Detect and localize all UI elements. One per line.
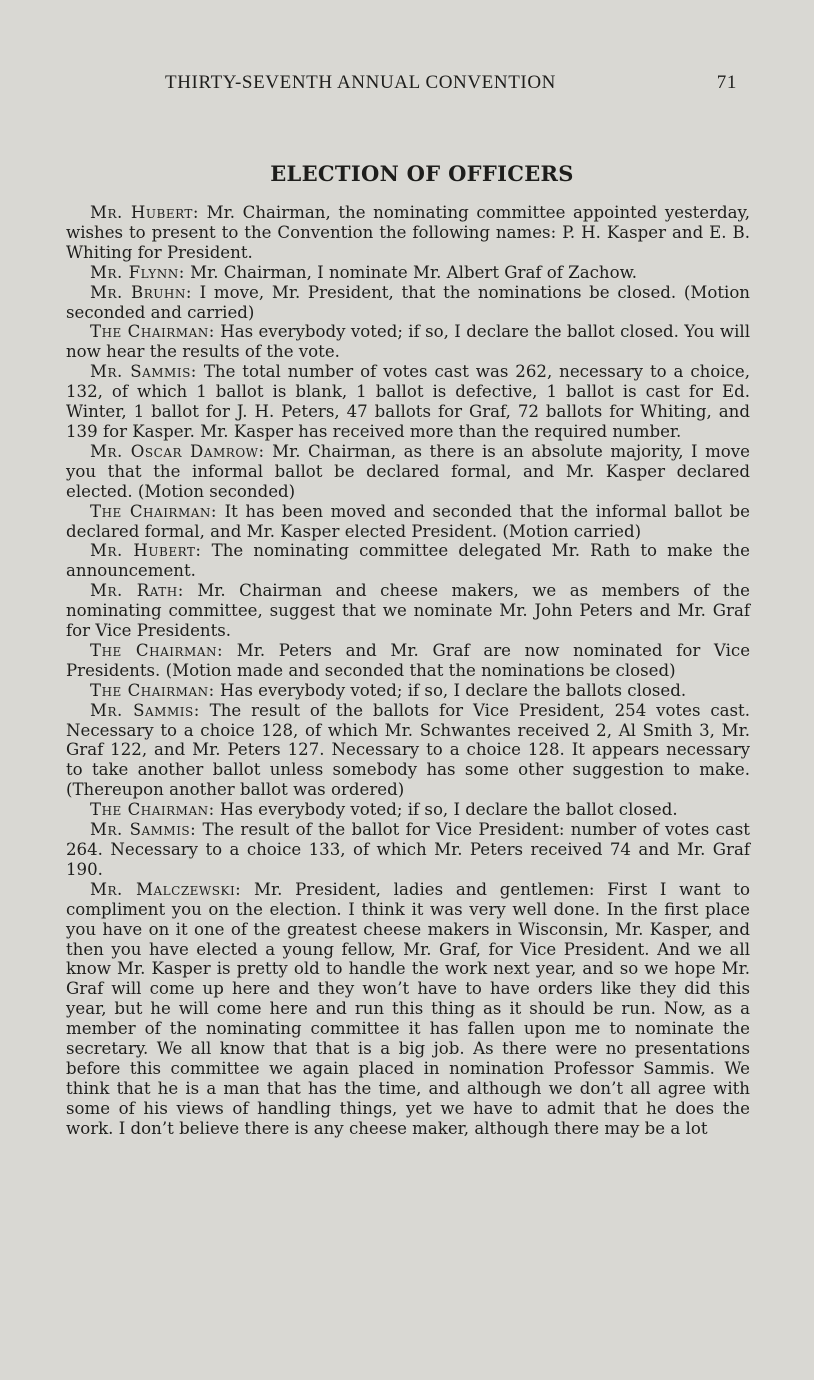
paragraph (66, 263, 750, 283)
paragraph-text: The total number of votes cast was 262, necessary to a choice, 132, of which 1 ballot is blank, 1 ballot is defective, 1 ballot is cast for Ed. Winter, 1 ballot for J. H. Peters, 47 ballots for Graf, 72 ballots for Whiting, and 139 for Kasper. Mr. Kasper has received more than the required number. (66, 362, 750, 441)
page-number: 71 (716, 72, 737, 93)
speaker-name: Mr. Rath: (90, 581, 184, 601)
paragraph (66, 283, 750, 323)
speaker-name: The Chairman: (90, 640, 224, 660)
paragraph-text: It has been moved and seconded that the informal ballot be declared formal, and Mr. Kasper elected President. (Motion carried) (66, 501, 750, 541)
speaker-name: Mr. Malczewski: (90, 879, 242, 899)
paragraph-text: Has everybody voted; if so, I declare the ballots closed. (220, 680, 687, 700)
paragraph-text: Has everybody voted; if so, I declare the ballot closed. You will now hear the results of the vote. (66, 322, 751, 362)
paragraph (66, 681, 750, 701)
speaker-name: Mr. Sammis: (90, 820, 197, 840)
paragraph-text: The nominating committee delegated Mr. Rath to make the announcement. (66, 541, 750, 581)
speaker-name: Mr. Sammis: (90, 362, 197, 382)
paragraph (66, 820, 750, 880)
paragraph-text: Mr. Peters and Mr. Graf are now nominated for Vice Presidents. (Motion made and seconded that the nominations be closed) (66, 640, 751, 680)
paragraph (66, 322, 750, 362)
paragraph-text: Has everybody voted; if so, I declare the ballot closed. (220, 800, 678, 820)
speaker-name: The Chairman: (90, 680, 215, 700)
speaker-name: The Chairman: (90, 800, 215, 820)
body-text (66, 203, 750, 1139)
speaker-name: Mr. Hubert: (90, 203, 200, 222)
paragraph (66, 502, 750, 542)
paragraph-text: Mr. Chairman, I nominate Mr. Albert Graf of Zachow. (190, 262, 638, 282)
paragraph-text: The result of the ballot for Vice President: number of votes cast 264. Necessary to a choice 133, of which Mr. Peters received 74 and Mr. Graf 190. (66, 820, 750, 879)
paragraph (66, 880, 750, 1139)
paragraph (66, 800, 750, 820)
speaker-name: Mr. Flynn: (90, 262, 185, 282)
paragraph (66, 541, 750, 581)
paragraph (66, 442, 750, 502)
speaker-name: Mr. Bruhn: (90, 282, 192, 302)
paragraph (66, 701, 750, 801)
speaker-name: Mr. Sammis: (90, 700, 200, 720)
speaker-name: Mr. Oscar Damrow: (90, 441, 265, 461)
speaker-name: The Chairman: (90, 501, 218, 521)
paragraph (66, 203, 750, 263)
paragraph (66, 641, 750, 681)
paragraph-text: Mr. Chairman, the nominating committee appointed yesterday, wishes to present to the Convention the following names: P. H. Kasper and E. B. Whiting for President. (66, 203, 750, 262)
paragraph-text: I move, Mr. President, that the nominations be closed. (Motion seconded and carried) (66, 282, 750, 322)
speaker-name: Mr. Hubert: (90, 541, 202, 561)
running-head-title: THIRTY-SEVENTH ANNUAL CONVENTION (165, 72, 556, 93)
paragraph (66, 581, 750, 641)
paragraph-text: The result of the ballots for Vice President, 254 votes cast. Necessary to a choice 128, of which Mr. Schwantes received 2, Al Smith 3, Mr. Graf 122, and Mr. Peters 127. Necessary to a choice 128. It appears necessary to take another ballot unless somebody has some other suggestion to make. (Thereupon another ballot was ordered) (66, 700, 750, 800)
speaker-name: The Chairman: (90, 322, 215, 342)
section-title: ELECTION OF OFFICERS (270, 161, 574, 186)
paragraph-text: Mr. President, ladies and gentlemen: First I want to compliment you on the election. I think it was very well done. In the first place you have on it one of the greatest cheese makers in Wisconsin, Mr. Kasper, and then you have elected a young fellow, Mr. Graf, for Vice President. And we all know Mr. Kasper is pretty old to handle the work next year, and so we hope Mr. Graf will come up here and they won’t have to have orders like they did this year, but he will come here and run this thing as it should be run. Now, as a member of the nominating committee it has fallen upon me to nominate the secretary. We all know that that is a big job. As there were no presentations before this committee we again placed in nomination Professor Sammis. We think that he is a man that has the time, and although we don’t all agree with some of his views of handling things, yet we have to admit that he does the work. I don’t believe there is any cheese maker, although there may be a lot (66, 879, 750, 1138)
running-head (165, 72, 745, 100)
paragraph-text: Mr. Chairman, as there is an absolute majority, I move you that the informal ballot be declared formal, and Mr. Kasper declared elected. (Motion seconded) (66, 441, 750, 501)
paragraph-text: Mr. Chairman and cheese makers, we as members of the nominating committee, suggest that we nominate Mr. John Peters and Mr. Graf for Vice Presidents. (66, 581, 751, 641)
paragraph (66, 362, 750, 442)
